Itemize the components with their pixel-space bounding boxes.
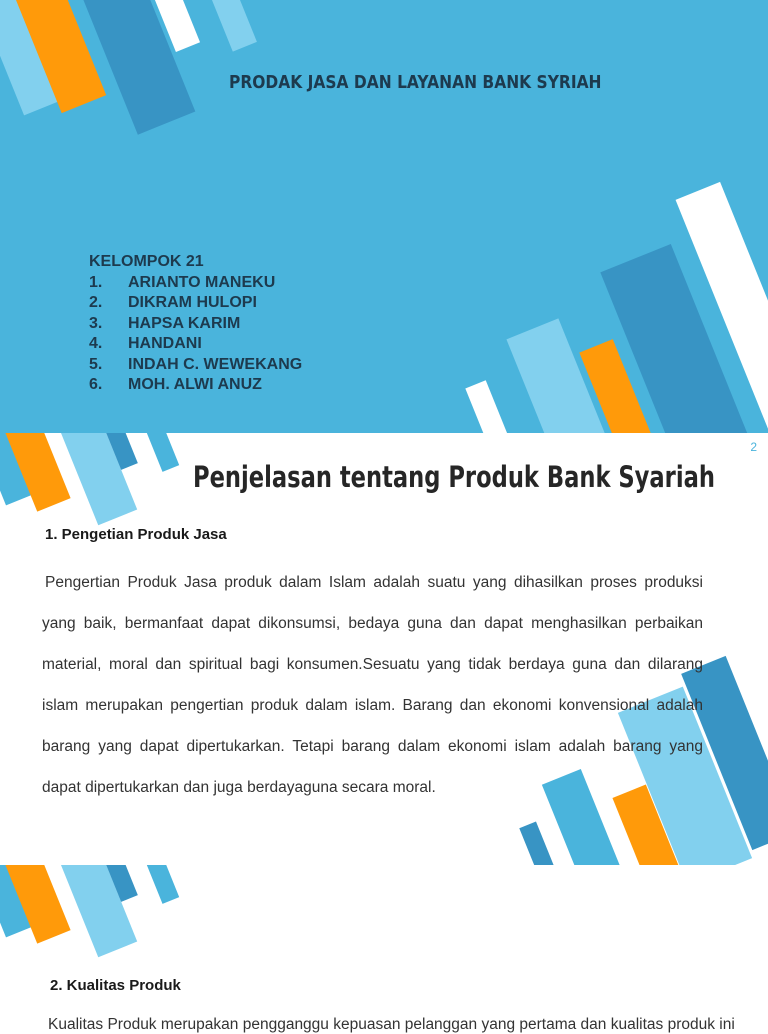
- decor-stripe: [147, 865, 179, 904]
- member-name: HANDANI: [128, 335, 202, 352]
- decor-stripe: [519, 821, 554, 865]
- slide-title: Penjelasan tentang Produk Bank Syariah: [193, 460, 715, 494]
- next-slide: [0, 865, 768, 1024]
- member-name: DIKRAM HULOPI: [128, 294, 257, 311]
- list-item: [89, 375, 302, 396]
- section-heading: 1. Pengetian Produk Jasa: [45, 526, 227, 543]
- member-number: 3.: [89, 314, 103, 332]
- list-item: [89, 314, 302, 335]
- list-item: [89, 334, 302, 355]
- body-paragraph: Kualitas Produk merupakan pengganggu kepuasan pelanggan yang pertama dan kualitas produk ini: [48, 1016, 735, 1033]
- decor-stripe: [199, 0, 257, 52]
- decor-stripe: [147, 433, 179, 472]
- body-paragraph: Pengertian Produk Jasa produk dalam Islam adalah suatu yang dihasilkan proses produksi yang baik, bermanfaat dapat dikonsumsi, bedaya guna dan dapat menghasilkan perbaikan material, moral dan spiritual bagi konsumen.Sesuatu yang tidak berdaya guna dan dilarang islam merupakan pengertian produk dalam islam. Barang dan ekonomi konvensional adalah barang yang dapat dipertukarkan. Tetapi barang dalam ekonomi islam adalah barang yang dapat dipertukarkan dan juga berdayaguna secara moral.: [42, 574, 703, 796]
- member-list: [89, 273, 302, 396]
- member-number: 1.: [89, 273, 103, 291]
- member-number: 4.: [89, 335, 103, 352]
- page-number: 2: [750, 440, 757, 454]
- list-item: [89, 273, 302, 294]
- list-item: [89, 293, 302, 314]
- member-number: 5.: [89, 355, 103, 373]
- group-heading: KELOMPOK 21: [89, 253, 204, 270]
- decor-stripe: [465, 380, 530, 433]
- member-name: HAPSA KARIM: [128, 314, 241, 332]
- member-name: MOH. ALWI ANUZ: [128, 376, 262, 393]
- member-name: INDAH C. WEWEKANG: [128, 355, 303, 373]
- member-number: 2.: [89, 294, 103, 311]
- member-name: ARIANTO MANEKU: [128, 273, 276, 291]
- section-heading: 2. Kualitas Produk: [50, 977, 181, 994]
- list-item: [89, 355, 302, 376]
- title-slide: [0, 0, 768, 433]
- member-number: 6.: [89, 376, 103, 393]
- slide-title: PRODAK JASA DAN LAYANAN BANK SYRIAH: [229, 72, 602, 93]
- group-info: [89, 252, 302, 396]
